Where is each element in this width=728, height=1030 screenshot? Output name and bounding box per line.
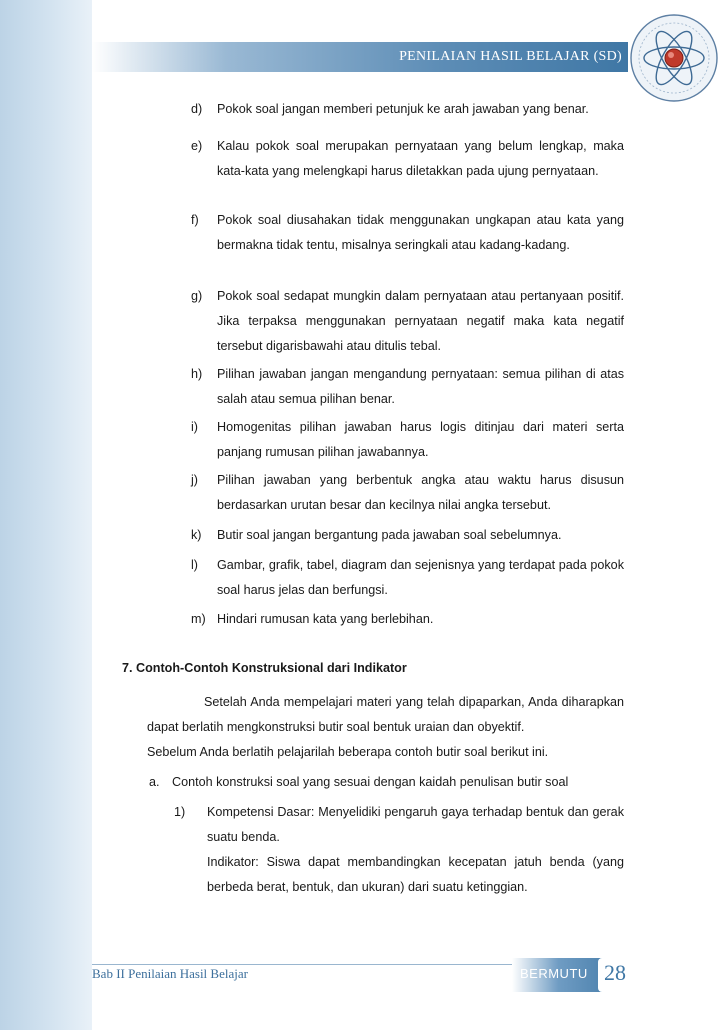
list-item-text: Pilihan jawaban yang berbentuk angka atau waktu harus disusun berdasarkan urutan besar dan kecilnya nilai angka tersebut. [217, 473, 624, 512]
list-item-text: Kalau pokok soal merupakan pernyataan yang belum lengkap, maka kata-kata yang melengkapi harus diletakkan pada ujung pernyataan. [217, 139, 624, 178]
list-item-label: e) [191, 139, 203, 153]
list-item [191, 523, 624, 548]
list-item [191, 468, 624, 518]
list-item [191, 362, 624, 412]
paragraph-text: Setelah Anda mempelajari materi yang telah dipaparkan, Anda diharapkan dapat berlatih mengkonstruksi butir soal bentuk uraian dan obyektif. [147, 695, 624, 734]
example-item [174, 800, 624, 900]
footer-divider [92, 964, 512, 965]
list-item-label: f) [191, 213, 199, 227]
subsection-a [149, 770, 624, 795]
list-item-label: m) [191, 612, 206, 626]
list-item [191, 553, 624, 603]
list-item [191, 284, 624, 359]
subsection-label: a. [149, 775, 160, 789]
list-item-text: Homogenitas pilihan jawaban harus logis ditinjau dari materi serta panjang rumusan pilihan jawabannya. [217, 420, 624, 459]
list-item-label: k) [191, 528, 202, 542]
list-item-label: g) [191, 289, 203, 303]
list-item-label: d) [191, 102, 203, 116]
footer-brand: BERMUTU [520, 966, 588, 981]
list-item-text: Hindari rumusan kata yang berlebihan. [217, 612, 434, 626]
list-item-text: Gambar, grafik, tabel, diagram dan sejenisnya yang terdapat pada pokok soal harus jelas dan berfungsi. [217, 558, 624, 597]
kompetensi-dasar-text: Kompetensi Dasar: Menyelidiki pengaruh gaya terhadap bentuk dan gerak suatu benda. [207, 805, 624, 844]
list-item [191, 97, 624, 122]
list-item-label: j) [191, 473, 198, 487]
list-item-label: h) [191, 367, 203, 381]
header-title: PENILAIAN HASIL BELAJAR (SD) [399, 49, 622, 64]
intro-paragraph [147, 690, 624, 765]
paragraph-text: Sebelum Anda berlatih pelajarilah beberapa contoh butir soal berikut ini. [147, 745, 549, 759]
footer-chapter: Bab II Penilaian Hasil Belajar [92, 966, 248, 981]
list-item-text: Pokok soal jangan memberi petunjuk ke arah jawaban yang benar. [217, 102, 589, 116]
side-strip [0, 0, 92, 1030]
list-item [191, 607, 624, 632]
list-item-text: Butir soal jangan bergantung pada jawaban soal sebelumnya. [217, 528, 562, 542]
indikator-text: Indikator: Siswa dapat membandingkan kecepatan jatuh benda (yang berbeda berat, bentuk, dan ukuran) dari suatu ketinggian. [207, 855, 624, 894]
example-label: 1) [174, 805, 186, 819]
page-number: 28 [604, 960, 626, 985]
section-heading: 7. Contoh-Contoh Konstruksional dari Indikator [122, 661, 407, 675]
list-item-label: i) [191, 420, 198, 434]
list-item-text: Pokok soal sedapat mungkin dalam pernyataan atau pertanyaan positif. Jika terpaksa menggunakan pernyataan negatif maka kata negatif tersebut digarisbawahi atau ditulis tebal. [217, 289, 624, 353]
list-item-text: Pilihan jawaban jangan mengandung pernyataan: semua pilihan di atas salah atau semua pilihan benar. [217, 367, 624, 406]
list-item [191, 208, 624, 258]
institution-logo [628, 12, 720, 104]
list-item [191, 415, 624, 465]
list-item [191, 134, 624, 184]
list-item-text: Pokok soal diusahakan tidak menggunakan ungkapan atau kata yang bermakna tidak tentu, misalnya seringkali atau kadang-kadang. [217, 213, 624, 252]
subsection-text: Contoh konstruksi soal yang sesuai dengan kaidah penulisan butir soal [172, 775, 569, 789]
list-item-label: l) [191, 558, 198, 572]
